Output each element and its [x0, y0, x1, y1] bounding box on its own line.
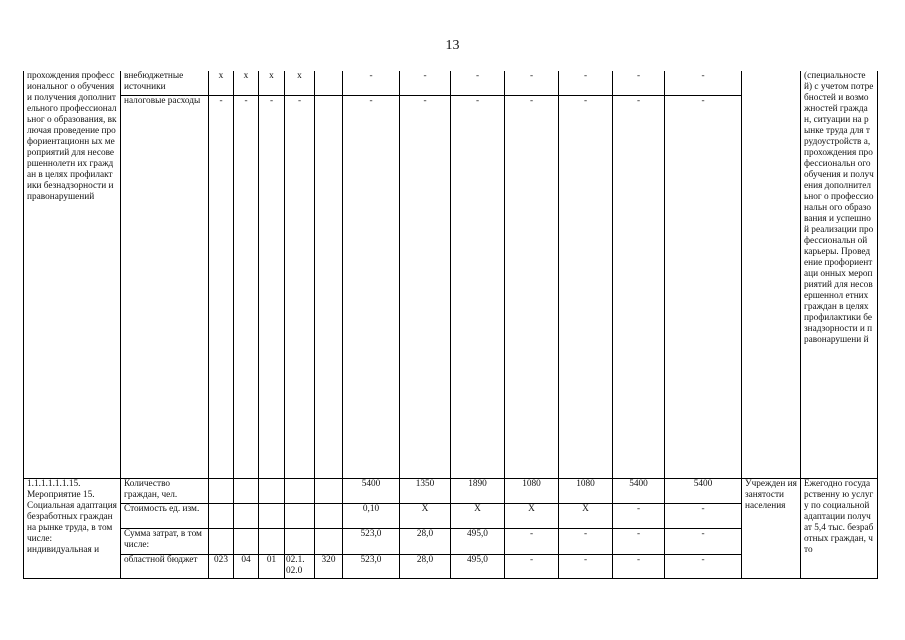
- value-cell: -: [559, 528, 613, 554]
- value-cell: -: [559, 95, 613, 478]
- executor-cell: [742, 71, 801, 478]
- value-cell: -: [559, 71, 613, 95]
- code-cell: [209, 478, 234, 503]
- code-cell: x: [234, 71, 259, 95]
- value-cell: -: [343, 71, 400, 95]
- row-label: Количество граждан, чел.: [121, 478, 209, 503]
- code-cell: x: [285, 71, 315, 95]
- code-cell: 320: [315, 554, 343, 578]
- code-cell: x: [259, 71, 285, 95]
- value-cell: 5400: [343, 478, 400, 503]
- program-table: [23, 71, 878, 579]
- row-label: Стоимость ед. изм.: [121, 503, 209, 528]
- value-cell: 1350: [400, 478, 451, 503]
- value-cell: -: [505, 554, 559, 578]
- code-cell: -: [209, 95, 234, 478]
- value-cell: -: [613, 71, 665, 95]
- code-cell: [315, 478, 343, 503]
- code-cell: [285, 503, 315, 528]
- code-cell: [259, 503, 285, 528]
- code-cell: [234, 528, 259, 554]
- value-cell: -: [400, 95, 451, 478]
- value-cell: 523,0: [343, 528, 400, 554]
- value-cell: -: [665, 528, 742, 554]
- code-cell: [315, 503, 343, 528]
- value-cell: -: [665, 71, 742, 95]
- value-cell: X: [559, 503, 613, 528]
- code-cell: [234, 503, 259, 528]
- row-label: областной бюджет: [121, 554, 209, 578]
- value-cell: X: [505, 503, 559, 528]
- code-cell: 023: [209, 554, 234, 578]
- value-cell: -: [613, 554, 665, 578]
- value-cell: 28,0: [400, 528, 451, 554]
- value-cell: -: [665, 95, 742, 478]
- result-cell: (специальносте й) с учетом потребностей и возможностей граждан, ситуации на рынке труда для трудоустройств а, прохождения профессиональн ого обучения и получения дополнительног о профессиональн ого образования и успешной реализации профессиональн ой карьеры. Проведение профориентаци онных мероприятий для несовершеннол етних граждан в целях профилактики безнадзорности и правонарушени й: [801, 71, 878, 478]
- code-cell: x: [209, 71, 234, 95]
- code-cell: [285, 528, 315, 554]
- executor-cell: Учрежден ия занятости населения: [742, 478, 801, 578]
- value-cell: 495,0: [451, 554, 505, 578]
- row-label: налоговые расходы: [121, 95, 209, 478]
- result-cell: Ежегодно государственну ю услугу по социальной адаптации получат 5,4 тыс. безработных граждан, что: [801, 478, 878, 578]
- table-row: [24, 71, 878, 95]
- code-cell: [315, 95, 343, 478]
- value-cell: -: [559, 554, 613, 578]
- value-cell: 1080: [505, 478, 559, 503]
- code-cell: [315, 71, 343, 95]
- code-cell: [209, 503, 234, 528]
- value-cell: -: [613, 95, 665, 478]
- value-cell: -: [665, 503, 742, 528]
- value-cell: -: [400, 71, 451, 95]
- code-cell: [259, 478, 285, 503]
- table-row: [24, 478, 878, 503]
- value-cell: -: [613, 528, 665, 554]
- code-cell: [259, 528, 285, 554]
- row-label: Сумма затрат, в том числе:: [121, 528, 209, 554]
- value-cell: -: [451, 71, 505, 95]
- code-cell: -: [259, 95, 285, 478]
- code-cell: [315, 528, 343, 554]
- code-cell: 01: [259, 554, 285, 578]
- code-cell: [209, 528, 234, 554]
- value-cell: X: [400, 503, 451, 528]
- code-cell: -: [234, 95, 259, 478]
- code-cell: [234, 478, 259, 503]
- value-cell: 28,0: [400, 554, 451, 578]
- code-cell: 04: [234, 554, 259, 578]
- value-cell: 523,0: [343, 554, 400, 578]
- value-cell: 1080: [559, 478, 613, 503]
- value-cell: -: [505, 71, 559, 95]
- value-cell: 495,0: [451, 528, 505, 554]
- value-cell: 0,10: [343, 503, 400, 528]
- code-cell: -: [285, 95, 315, 478]
- page-number: 13: [445, 38, 460, 53]
- code-cell: 02.1. 02.0: [285, 554, 315, 578]
- activity-cell: прохождения профессиональног о обучения и получения дополнительного профессиональног о образования, включая проведение профориентационн ых мероприятий для несовершеннолетн их граждан в целях профилактики безнадзорности и правонарушений: [24, 71, 121, 478]
- value-cell: -: [505, 528, 559, 554]
- value-cell: -: [343, 95, 400, 478]
- value-cell: 1890: [451, 478, 505, 503]
- value-cell: X: [451, 503, 505, 528]
- value-cell: 5400: [613, 478, 665, 503]
- value-cell: -: [665, 554, 742, 578]
- code-cell: [285, 478, 315, 503]
- activity-cell: 1.1.1.1.1.1.15. Мероприятие 15. Социальная адаптация безработных граждан на рынке труда, в том числе: индивидуальная и: [24, 478, 121, 578]
- value-cell: -: [451, 95, 505, 478]
- value-cell: 5400: [665, 478, 742, 503]
- value-cell: -: [613, 503, 665, 528]
- value-cell: -: [505, 95, 559, 478]
- row-label: внебюджетные источники: [121, 71, 209, 95]
